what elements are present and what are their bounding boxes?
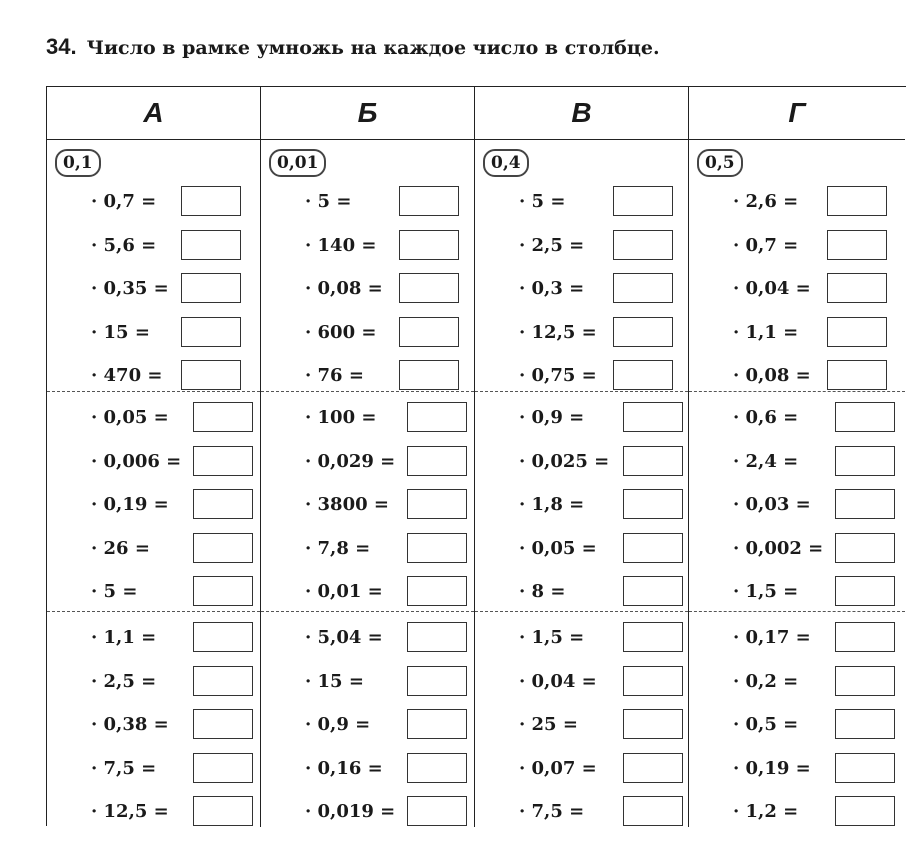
exercise-row — [689, 314, 905, 358]
exercise-row — [689, 750, 905, 794]
answer-box[interactable] — [623, 576, 683, 606]
exercise-expression: · 2,5 = — [519, 234, 585, 256]
answer-box[interactable] — [193, 622, 253, 652]
exercise-expression: · 12,5 = — [519, 321, 597, 343]
answer-box[interactable] — [827, 273, 887, 303]
group-divider — [475, 391, 688, 392]
answer-box[interactable] — [613, 360, 673, 390]
exercise-row — [47, 227, 260, 271]
column-2 — [261, 87, 475, 827]
exercise-row — [689, 530, 905, 574]
answer-box[interactable] — [835, 622, 895, 652]
answer-box[interactable] — [193, 402, 253, 432]
exercise-expression: · 0,3 = — [519, 278, 585, 299]
answer-box[interactable] — [407, 709, 467, 739]
exercise-row — [47, 619, 260, 663]
factor-badge: 0,4 — [483, 149, 529, 177]
exercise-expression: · 140 = — [305, 234, 377, 256]
column-1 — [47, 87, 261, 827]
exercise-row — [47, 530, 260, 574]
exercise-expression: · 15 = — [305, 670, 364, 692]
task-heading — [46, 34, 660, 60]
answer-box[interactable] — [835, 576, 895, 606]
factor-badge: 0,5 — [697, 149, 743, 177]
exercise-row — [689, 357, 905, 401]
exercise-row — [689, 793, 905, 837]
answer-box[interactable] — [623, 622, 683, 652]
exercise-row — [475, 706, 688, 750]
group-divider — [689, 391, 905, 392]
answer-box[interactable] — [835, 753, 895, 783]
exercise-row — [47, 270, 260, 314]
exercise-expression: · 1,5 = — [733, 581, 799, 602]
exercise-row — [261, 443, 474, 487]
exercise-expression: · 0,05 = — [91, 407, 169, 428]
multiplication-table — [46, 86, 906, 826]
exercise-expression: · 12,5 = — [91, 801, 169, 822]
answer-box[interactable] — [193, 533, 253, 563]
answer-box[interactable] — [181, 186, 241, 216]
exercise-expression: · 26 = — [91, 537, 150, 559]
answer-box[interactable] — [623, 753, 683, 783]
answer-box[interactable] — [193, 489, 253, 519]
exercise-row — [689, 270, 905, 314]
exercise-row — [689, 227, 905, 271]
answer-box[interactable] — [623, 533, 683, 563]
exercise-row — [475, 530, 688, 574]
exercise-row — [689, 663, 905, 707]
exercise-expression: · 25 = — [519, 714, 578, 735]
exercise-row — [475, 399, 688, 443]
answer-box[interactable] — [613, 230, 673, 260]
exercise-row — [261, 663, 474, 707]
group-divider — [475, 611, 688, 612]
answer-box[interactable] — [835, 446, 895, 476]
answer-box[interactable] — [399, 186, 459, 216]
answer-box[interactable] — [623, 666, 683, 696]
exercise-row — [261, 227, 474, 271]
answer-box[interactable] — [193, 576, 253, 606]
exercise-expression: · 5,6 = — [91, 234, 157, 256]
exercise-expression: · 470 = — [91, 365, 163, 386]
exercise-expression: · 7,5 = — [91, 757, 157, 779]
exercise-expression: · 76 = — [305, 365, 364, 386]
exercise-row — [47, 443, 260, 487]
exercise-expression: · 7,5 = — [519, 801, 585, 822]
answer-box[interactable] — [399, 273, 459, 303]
exercise-expression: · 0,04 = — [733, 278, 811, 299]
exercise-expression: · 0,7 = — [733, 234, 799, 256]
exercise-row — [689, 443, 905, 487]
exercise-row — [475, 314, 688, 358]
answer-box[interactable] — [623, 796, 683, 826]
answer-box[interactable] — [407, 753, 467, 783]
answer-box[interactable] — [407, 402, 467, 432]
answer-box[interactable] — [613, 317, 673, 347]
exercise-row — [47, 793, 260, 837]
exercise-expression: · 0,04 = — [519, 670, 597, 692]
exercise-expression: · 0,7 = — [91, 191, 157, 212]
answer-box[interactable] — [407, 666, 467, 696]
answer-box[interactable] — [835, 666, 895, 696]
exercise-row — [689, 486, 905, 530]
answer-box[interactable] — [181, 230, 241, 260]
exercise-expression: · 600 = — [305, 321, 377, 343]
exercise-expression: · 0,35 = — [91, 278, 169, 299]
answer-box[interactable] — [407, 446, 467, 476]
exercise-row — [475, 619, 688, 663]
group-divider — [261, 611, 474, 612]
answer-box[interactable] — [399, 230, 459, 260]
exercise-row — [47, 486, 260, 530]
exercise-row — [261, 357, 474, 401]
exercise-expression: · 100 = — [305, 407, 377, 428]
group-divider — [689, 611, 905, 612]
exercise-row — [47, 399, 260, 443]
exercise-row — [689, 619, 905, 663]
answer-box[interactable] — [407, 622, 467, 652]
answer-box[interactable] — [193, 709, 253, 739]
exercise-expression: · 2,6 = — [733, 191, 799, 212]
exercise-row — [261, 314, 474, 358]
exercise-row — [261, 399, 474, 443]
exercise-expression: · 1,8 = — [519, 494, 585, 515]
exercise-row — [47, 750, 260, 794]
exercise-row — [261, 530, 474, 574]
exercise-expression: · 8 = — [519, 581, 566, 602]
exercise-expression: · 2,4 = — [733, 450, 799, 472]
exercise-expression: · 0,07 = — [519, 757, 597, 779]
answer-box[interactable] — [193, 753, 253, 783]
answer-box[interactable] — [835, 796, 895, 826]
exercise-expression: · 5 = — [519, 191, 566, 212]
exercise-row — [261, 706, 474, 750]
exercise-expression: · 0,6 = — [733, 407, 799, 428]
exercise-expression: · 1,5 = — [519, 627, 585, 648]
answer-box[interactable] — [407, 796, 467, 826]
task-text: Число в рамке умножь на каждое число в столбце. — [86, 37, 660, 59]
exercise-expression: · 5 = — [305, 191, 352, 212]
exercise-expression: · 1,1 = — [91, 627, 157, 648]
answer-box[interactable] — [827, 360, 887, 390]
answer-box[interactable] — [407, 489, 467, 519]
exercise-row — [47, 357, 260, 401]
answer-box[interactable] — [399, 317, 459, 347]
column-header: А — [47, 87, 260, 140]
exercise-expression: · 1,1 = — [733, 321, 799, 343]
answer-box[interactable] — [407, 576, 467, 606]
answer-box[interactable] — [613, 273, 673, 303]
exercise-row — [475, 443, 688, 487]
answer-box[interactable] — [181, 317, 241, 347]
group-divider — [47, 391, 260, 392]
exercise-row — [47, 706, 260, 750]
exercise-row — [261, 270, 474, 314]
exercise-expression: · 1,2 = — [733, 801, 799, 822]
exercise-expression: · 2,5 = — [91, 670, 157, 692]
answer-box[interactable] — [827, 317, 887, 347]
exercise-row — [475, 357, 688, 401]
column-header: В — [475, 87, 688, 140]
exercise-expression: · 0,019 = — [305, 801, 396, 822]
answer-box[interactable] — [623, 402, 683, 432]
column-3 — [475, 87, 689, 827]
exercise-row — [475, 663, 688, 707]
task-number: 34. — [46, 34, 77, 59]
exercise-expression: · 5 = — [91, 581, 138, 602]
exercise-expression: · 0,16 = — [305, 757, 383, 779]
exercise-expression: · 0,75 = — [519, 365, 597, 386]
exercise-row — [261, 750, 474, 794]
answer-box[interactable] — [835, 533, 895, 563]
exercise-expression: · 3800 = — [305, 494, 389, 515]
answer-box[interactable] — [835, 489, 895, 519]
answer-box[interactable] — [623, 489, 683, 519]
exercise-row — [261, 793, 474, 837]
column-header: Б — [261, 87, 474, 140]
exercise-row — [475, 793, 688, 837]
exercise-row — [689, 706, 905, 750]
answer-box[interactable] — [835, 402, 895, 432]
exercise-row — [475, 183, 688, 227]
exercise-expression: · 0,17 = — [733, 627, 811, 648]
column-4 — [689, 87, 905, 827]
exercise-expression: · 0,01 = — [305, 581, 383, 602]
group-divider — [261, 391, 474, 392]
answer-box[interactable] — [827, 186, 887, 216]
group-divider — [47, 611, 260, 612]
exercise-row — [47, 663, 260, 707]
answer-box[interactable] — [623, 709, 683, 739]
exercise-row — [261, 486, 474, 530]
exercise-expression: · 15 = — [91, 321, 150, 343]
exercise-expression: · 0,05 = — [519, 537, 597, 559]
answer-box[interactable] — [193, 446, 253, 476]
exercise-row — [475, 270, 688, 314]
exercise-row — [47, 314, 260, 358]
exercise-expression: · 0,9 = — [519, 407, 585, 428]
exercise-expression: · 0,08 = — [305, 278, 383, 299]
exercise-expression: · 0,006 = — [91, 450, 182, 472]
answer-box[interactable] — [181, 360, 241, 390]
answer-box[interactable] — [623, 446, 683, 476]
exercise-expression: · 0,19 = — [91, 494, 169, 515]
exercise-expression: · 0,002 = — [733, 537, 824, 559]
column-header: Г — [689, 87, 905, 140]
exercise-row — [47, 183, 260, 227]
exercise-row — [475, 486, 688, 530]
exercise-expression: · 0,19 = — [733, 757, 811, 779]
answer-box[interactable] — [407, 533, 467, 563]
exercise-row — [261, 619, 474, 663]
exercise-expression: · 0,03 = — [733, 494, 811, 515]
answer-box[interactable] — [399, 360, 459, 390]
exercise-expression: · 0,38 = — [91, 714, 169, 735]
exercise-expression: · 0,025 = — [519, 450, 610, 472]
answer-box[interactable] — [181, 273, 241, 303]
exercise-expression: · 0,5 = — [733, 714, 799, 735]
exercise-row — [261, 183, 474, 227]
exercise-row — [689, 183, 905, 227]
exercise-expression: · 0,029 = — [305, 450, 396, 472]
exercise-row — [475, 750, 688, 794]
factor-badge: 0,01 — [269, 149, 326, 177]
exercise-row — [475, 227, 688, 271]
answer-box[interactable] — [835, 709, 895, 739]
exercise-expression: · 0,08 = — [733, 365, 811, 386]
answer-box[interactable] — [613, 186, 673, 216]
exercise-expression: · 7,8 = — [305, 537, 371, 559]
factor-badge: 0,1 — [55, 149, 101, 177]
exercise-expression: · 0,2 = — [733, 670, 799, 692]
exercise-expression: · 0,9 = — [305, 714, 371, 735]
answer-box[interactable] — [827, 230, 887, 260]
exercise-row — [689, 399, 905, 443]
exercise-expression: · 5,04 = — [305, 627, 383, 648]
answer-box[interactable] — [193, 796, 253, 826]
answer-box[interactable] — [193, 666, 253, 696]
